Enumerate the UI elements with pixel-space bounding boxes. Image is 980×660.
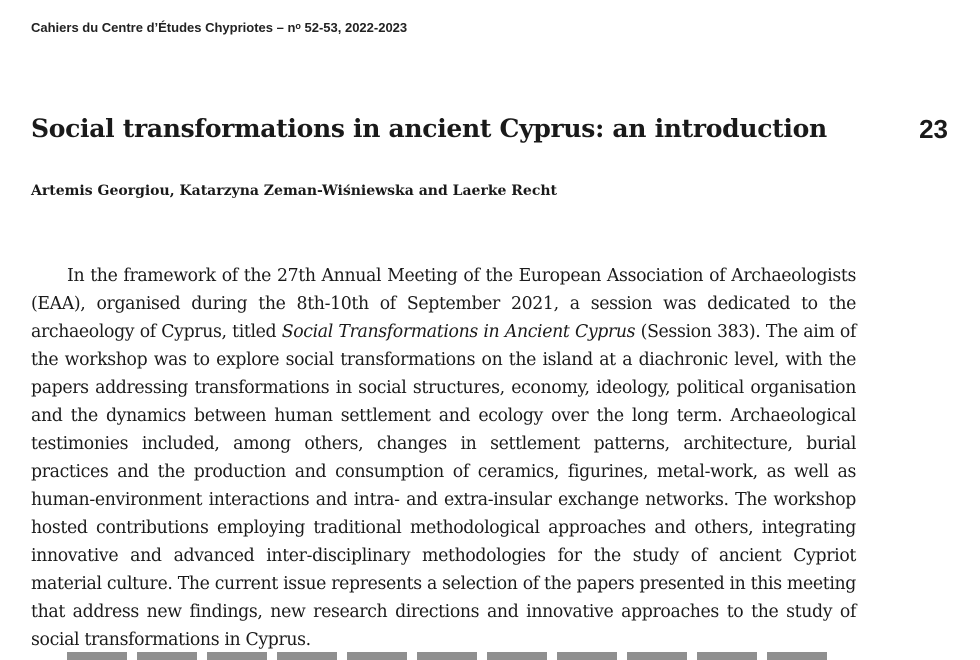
page-number: 23: [919, 114, 948, 144]
running-header-text: Cahiers du Centre d’Études Chypriotes – n: [31, 20, 296, 35]
running-header-number-sign: o: [295, 21, 301, 31]
next-paragraph-cutoff: [31, 650, 856, 660]
cutoff-text-line: [67, 652, 827, 660]
running-header-issue: 52-53, 2022-2023: [300, 20, 408, 35]
paragraph-1-text-b: (Session 383). The aim of the workshop was to explore social transformations on the island at a diachronic level, with the papers addressing transformations in social structures, economy, ideology, political organisation and the dynamics between human settlement and ecology over the long term. Archaeological testimonies included, among others, changes in settlement patterns, architecture, burial practices and the production and consumption of ceramics, figurines, metal-work, as well as human-environment interactions and intra- and extra-insular exchange networks. The workshop hosted contributions employing traditional methodological approaches and others, integrating innovative and advanced inter-disciplinary methodologies for the study of ancient Cypriot material culture. The current issue represents a selection of the papers presented in this meeting that address new findings, new research directions and innovative approaches to the study of social transformations in Cyprus.: [31, 322, 857, 650]
article-title: Social transformations in ancient Cyprus: an introduction: [31, 114, 827, 143]
session-title-italic: Social Transformations in Ancient Cyprus: [281, 322, 636, 342]
paragraph-1-text-a: In the framework of the 27th Annual Meeting of the European Association of Archaeologists (EAA), organised during the 8th-10th of September 2021, a session was dedicated to the archaeology of Cyprus, titled: [31, 266, 856, 342]
paragraph-1: [31, 262, 856, 654]
article-authors: Artemis Georgiou, Katarzyna Zeman-Wiśniewska and Laerke Recht: [31, 183, 558, 199]
running-header: [31, 20, 407, 35]
